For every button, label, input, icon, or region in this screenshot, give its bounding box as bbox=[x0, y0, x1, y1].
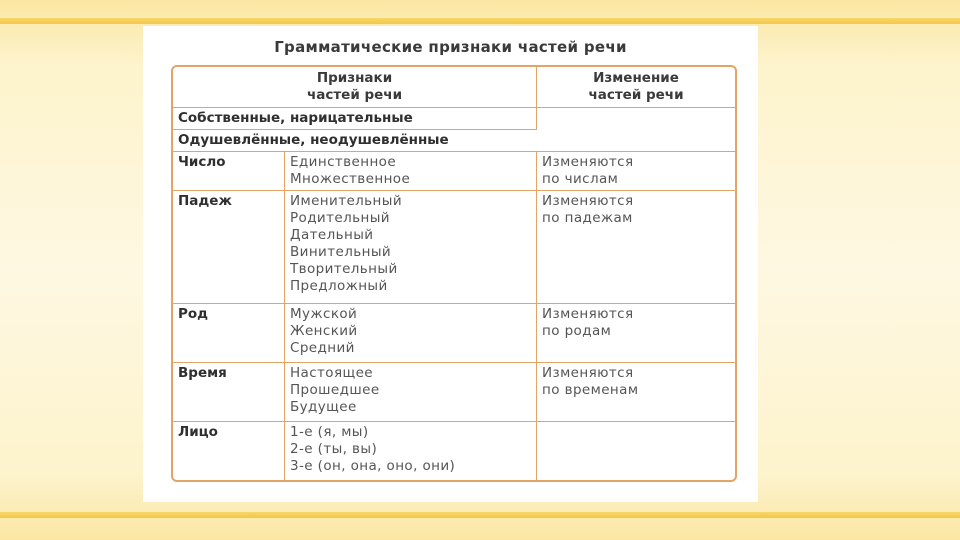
value-item: Дательный bbox=[290, 227, 374, 243]
full-row-cell: Одушевлённые, неодушевлённые bbox=[173, 130, 537, 152]
value-item: Мужской bbox=[290, 306, 358, 322]
change-item: по падежам bbox=[542, 210, 633, 226]
row-label: Время bbox=[173, 363, 285, 422]
table-row bbox=[173, 108, 735, 130]
value-item: Настоящее bbox=[290, 365, 374, 381]
row-values bbox=[285, 363, 537, 422]
header-row bbox=[173, 67, 735, 108]
value-item: Творительный bbox=[290, 261, 398, 277]
value-item: Средний bbox=[290, 340, 355, 356]
value-item: Будущее bbox=[290, 399, 357, 415]
change-item: Изменяются bbox=[542, 154, 634, 170]
row-change bbox=[537, 152, 735, 191]
empty-change-cell bbox=[537, 108, 735, 152]
value-item: Множественное bbox=[290, 171, 411, 187]
row-label: Лицо bbox=[173, 422, 285, 480]
value-item: Женский bbox=[290, 323, 358, 339]
change-item: Изменяются bbox=[542, 306, 634, 322]
full-row-cell: Собственные, нарицательные bbox=[173, 108, 537, 130]
grammar-table bbox=[171, 65, 737, 482]
value-item: Предложный bbox=[290, 278, 388, 294]
header-change-line: Изменение bbox=[593, 70, 679, 86]
table-row bbox=[173, 152, 735, 191]
table-row bbox=[173, 191, 735, 304]
value-item: Родительный bbox=[290, 210, 390, 226]
header-features-line: частей речи bbox=[306, 87, 403, 103]
change-item: по временам bbox=[542, 382, 639, 398]
row-change bbox=[537, 191, 735, 304]
table-row bbox=[173, 363, 735, 422]
row-change bbox=[537, 304, 735, 363]
change-item: Изменяются bbox=[542, 365, 634, 381]
page-title: Грамматические признаки частей речи bbox=[274, 38, 627, 56]
value-item: Винительный bbox=[290, 244, 392, 260]
row-values bbox=[285, 304, 537, 363]
header-change bbox=[537, 67, 735, 108]
change-item: по родам bbox=[542, 323, 612, 339]
header-features-line: Признаки bbox=[316, 70, 393, 86]
header-change-line: частей речи bbox=[588, 87, 684, 103]
row-label: Падеж bbox=[173, 191, 285, 304]
change-item: Изменяются bbox=[542, 193, 634, 209]
change-item: по числам bbox=[542, 171, 619, 187]
header-features bbox=[173, 67, 537, 108]
value-item: Именительный bbox=[290, 193, 403, 209]
top-stripe bbox=[0, 18, 960, 24]
row-label: Род bbox=[173, 304, 285, 363]
value-item: 2-е (ты, вы) bbox=[290, 441, 378, 457]
row-values bbox=[285, 191, 537, 304]
table-row bbox=[173, 304, 735, 363]
row-values bbox=[285, 152, 537, 191]
row-change bbox=[537, 363, 735, 422]
value-item: 1-е (я, мы) bbox=[290, 424, 369, 440]
row-values bbox=[285, 422, 537, 480]
document-sheet bbox=[143, 26, 758, 502]
bottom-stripe bbox=[0, 512, 960, 518]
row-change bbox=[537, 422, 735, 480]
row-label: Число bbox=[173, 152, 285, 191]
value-item: Прошедшее bbox=[290, 382, 380, 398]
value-item: 3-е (он, она, оно, они) bbox=[290, 458, 456, 474]
value-item: Единственное bbox=[290, 154, 397, 170]
table-row bbox=[173, 422, 735, 480]
